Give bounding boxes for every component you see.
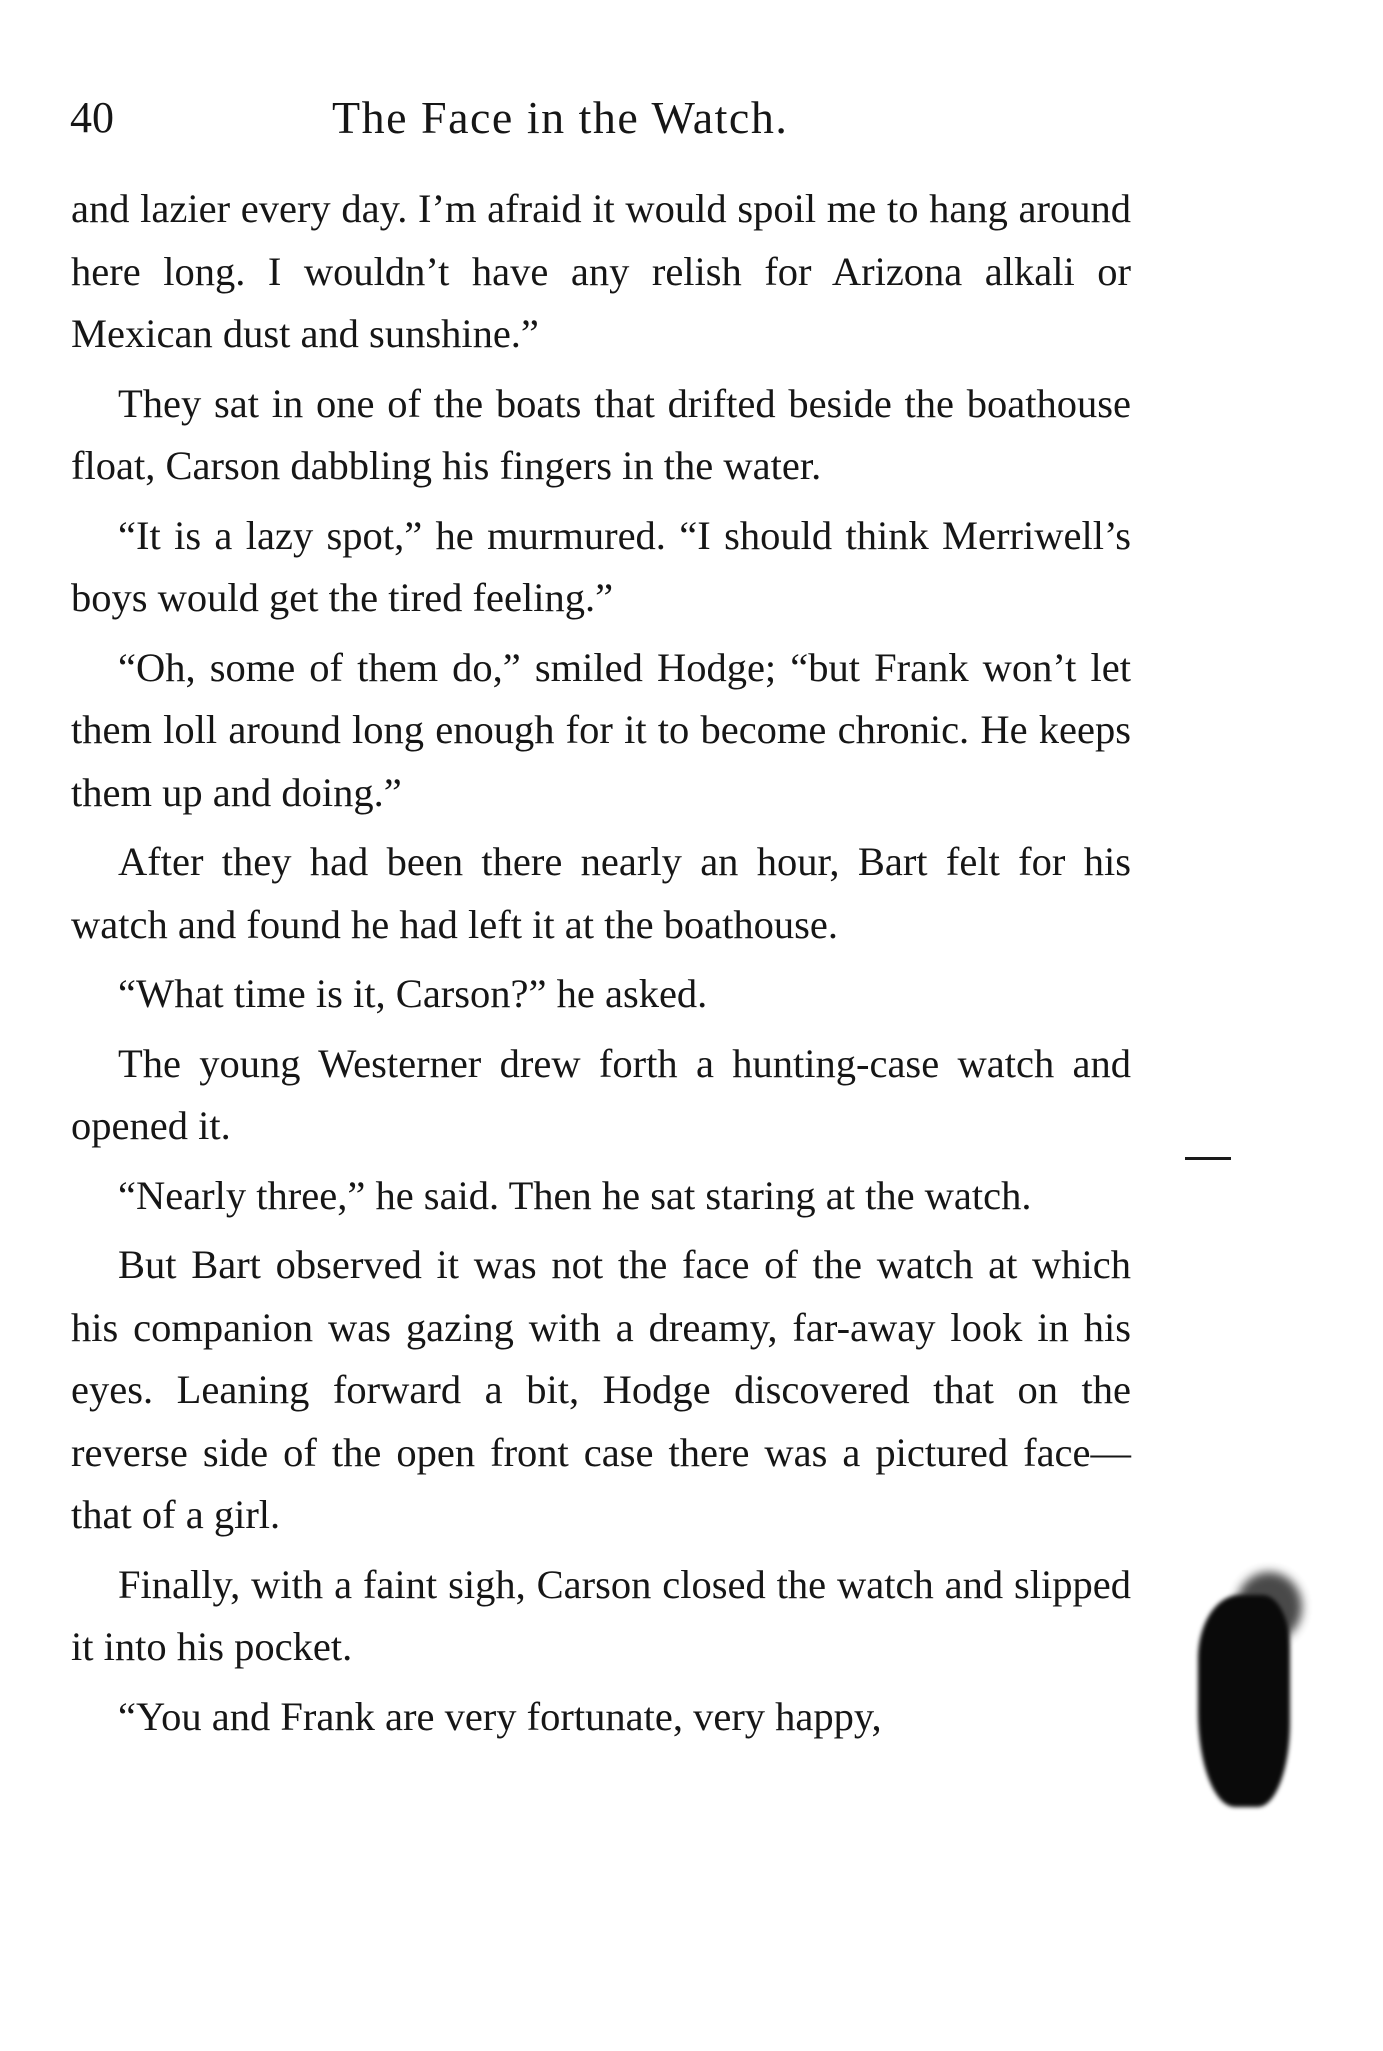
page-number: 40 <box>70 93 114 142</box>
paragraph: “Nearly three,” he said. Then he sat staring at the watch. <box>118 1172 1032 1218</box>
paragraph: After they had been there nearly an hour, Bart felt for his watch and found he had left it at the boathouse. <box>71 839 1131 947</box>
paragraph: “Oh, some of them do,” smiled Hodge; “but Frank won’t let them loll around long enough for it to become chronic. He keeps them up and doing.” <box>71 644 1131 815</box>
margin-mark <box>1185 1157 1231 1160</box>
paragraph: But Bart observed it was not the face of the watch at which his companion was gazing with a dreamy, far-away look in his eyes. Leaning forward a bit, Hodge discovered that on the reverse side of the open front case there was a pictured face—that of a girl. <box>71 1242 1131 1537</box>
body-text <box>71 178 1131 1755</box>
page-header <box>70 88 1130 148</box>
running-title: The Face in the Watch. <box>332 92 789 143</box>
paragraph: They sat in one of the boats that drifted beside the boathouse float, Carson dabbling his fingers in the water. <box>71 380 1131 488</box>
paragraph: Finally, with a faint sigh, Carson closed the watch and slipped it into his pocket. <box>71 1561 1131 1669</box>
paragraph: “It is a lazy spot,” he murmured. “I should think Merriwell’s boys would get the tired feeling.” <box>71 512 1131 620</box>
paragraph: “You and Frank are very fortunate, very happy, <box>118 1693 882 1739</box>
ink-smudge <box>1198 1595 1290 1807</box>
paragraph: and lazier every day. I’m afraid it would spoil me to hang around here long. I wouldn’t have any relish for Arizona alkali or Mexican dust and sunshine.” <box>71 186 1131 356</box>
paragraph: “What time is it, Carson?” he asked. <box>118 971 708 1016</box>
paragraph: The young Westerner drew forth a hunting-case watch and opened it. <box>71 1040 1131 1148</box>
